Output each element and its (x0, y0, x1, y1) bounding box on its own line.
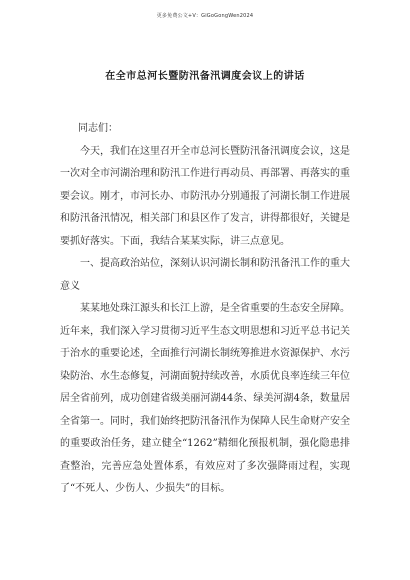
paragraph-section-1: 某某地处珠江源头和长江上游，是全省重要的生态安全屏障。近年来，我们深入学习贯彻习近平生态文明思想和习近平总书记关于治水的重要论述，全面推行河湖长制统筹推进水资源保护、水污染防治、水生态修复，河湖面貌持续改善，水质优良率连续三年位居全省前列，成功创建省级美丽河湖44条、绿美河湖4条，数量居全省第一。同时，我们始终把防汛备汛作为保障人民生命财产安全的重要政治任务，建立健全“1262”精细化预报机制，强化隐患排查整治，完善应急处置体系，有效应对了多次强降雨过程，实现了“不死人、少伤人、少损失”的目标。 (60, 303, 350, 494)
salutation: 同志们： (78, 123, 118, 134)
section-heading-1: 一、提高政治站位，深刻认识河湖长制和防汛备汛工作的重大意义 (60, 258, 350, 292)
paragraph-opening: 今天，我们在这里召开全市总河长暨防汛备汛调度会议，这是一次对全市河湖治理和防汛工作进行再动员、再部署、再落实的重要会议。刚才，市河长办、市防汛办分别通报了河湖长制工作进展和防汛备汛情况，相关部门和县区作了发言，讲得都很好，关键是要抓好落实。下面，我结合某某实际，讲三点意见。 (60, 145, 350, 247)
document-title: 在全市总河长暨防汛备汛调度会议上的讲话 (105, 71, 305, 82)
header-note: 更多免费公文+V：GiGoGongWen2024 (156, 13, 254, 19)
document-body (60, 118, 350, 501)
